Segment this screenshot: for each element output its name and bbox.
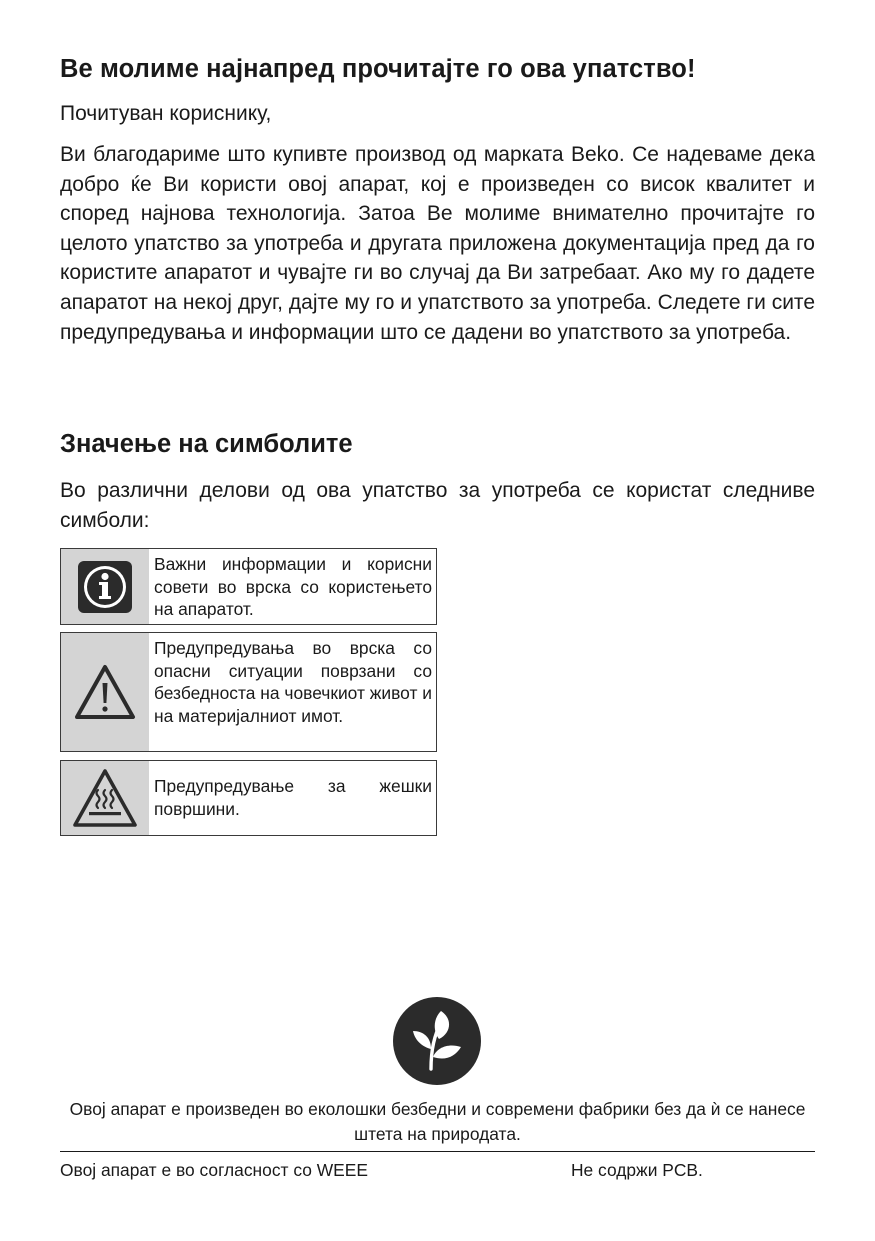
symbols-intro: Во различни делови од ова упатство за употреба се користат следниве симболи: — [60, 479, 815, 532]
weee-compliance: Овој апарат е во согласност со WEEE — [60, 1160, 368, 1180]
info-icon — [61, 549, 149, 624]
symbol-box-info — [60, 548, 437, 625]
hot-surface-icon — [61, 761, 149, 835]
leaf-icon — [393, 997, 481, 1085]
symbol-text-hot-surface: Предупредување за жешки површини. — [154, 776, 432, 819]
eco-statement: Овој апарат е произведен во еколошки безбедни и современи фабрики без да ѝ се нанесе штета на природата. — [69, 1099, 806, 1144]
page-title: Ве молиме најнапред прочитајте го ова упатство! — [60, 55, 696, 83]
pcb-statement: Не содржи PCB. — [571, 1160, 703, 1180]
symbol-box-warning — [60, 632, 437, 752]
footer-divider — [60, 1151, 815, 1152]
symbol-box-hot-surface — [60, 760, 437, 836]
symbols-heading: Значење на симболите — [60, 430, 353, 458]
symbol-text-info: Важни информации и корисни совети во врска со користењето на апаратот. — [154, 554, 432, 620]
symbol-text-warning: Предупредувања во врска со опасни ситуации поврзани со безбедноста на човечкиот живот и на материјалниот имот. — [154, 638, 432, 726]
warning-triangle-icon — [61, 633, 149, 751]
greeting: Почитуван кориснику, — [60, 102, 272, 125]
intro-paragraph: Ви благодариме што купивте производ од марката Beko. Се надеваме дека добро ќе Ви користи овој апарат, кој е произведен со висок квалитет и според најнова технологија. Затоа Ве молиме внимателно прочитајте го целото упатство за употреба и другата приложена документација пред да го користите апаратот и чувајте ги во случај да Ви затребаат. Ако му го дадете апаратот на некој друг, дајте му го и упатството за употреба. Следете ги сите предупредувања и информации што се дадени во упатството за употреба. — [60, 143, 815, 344]
